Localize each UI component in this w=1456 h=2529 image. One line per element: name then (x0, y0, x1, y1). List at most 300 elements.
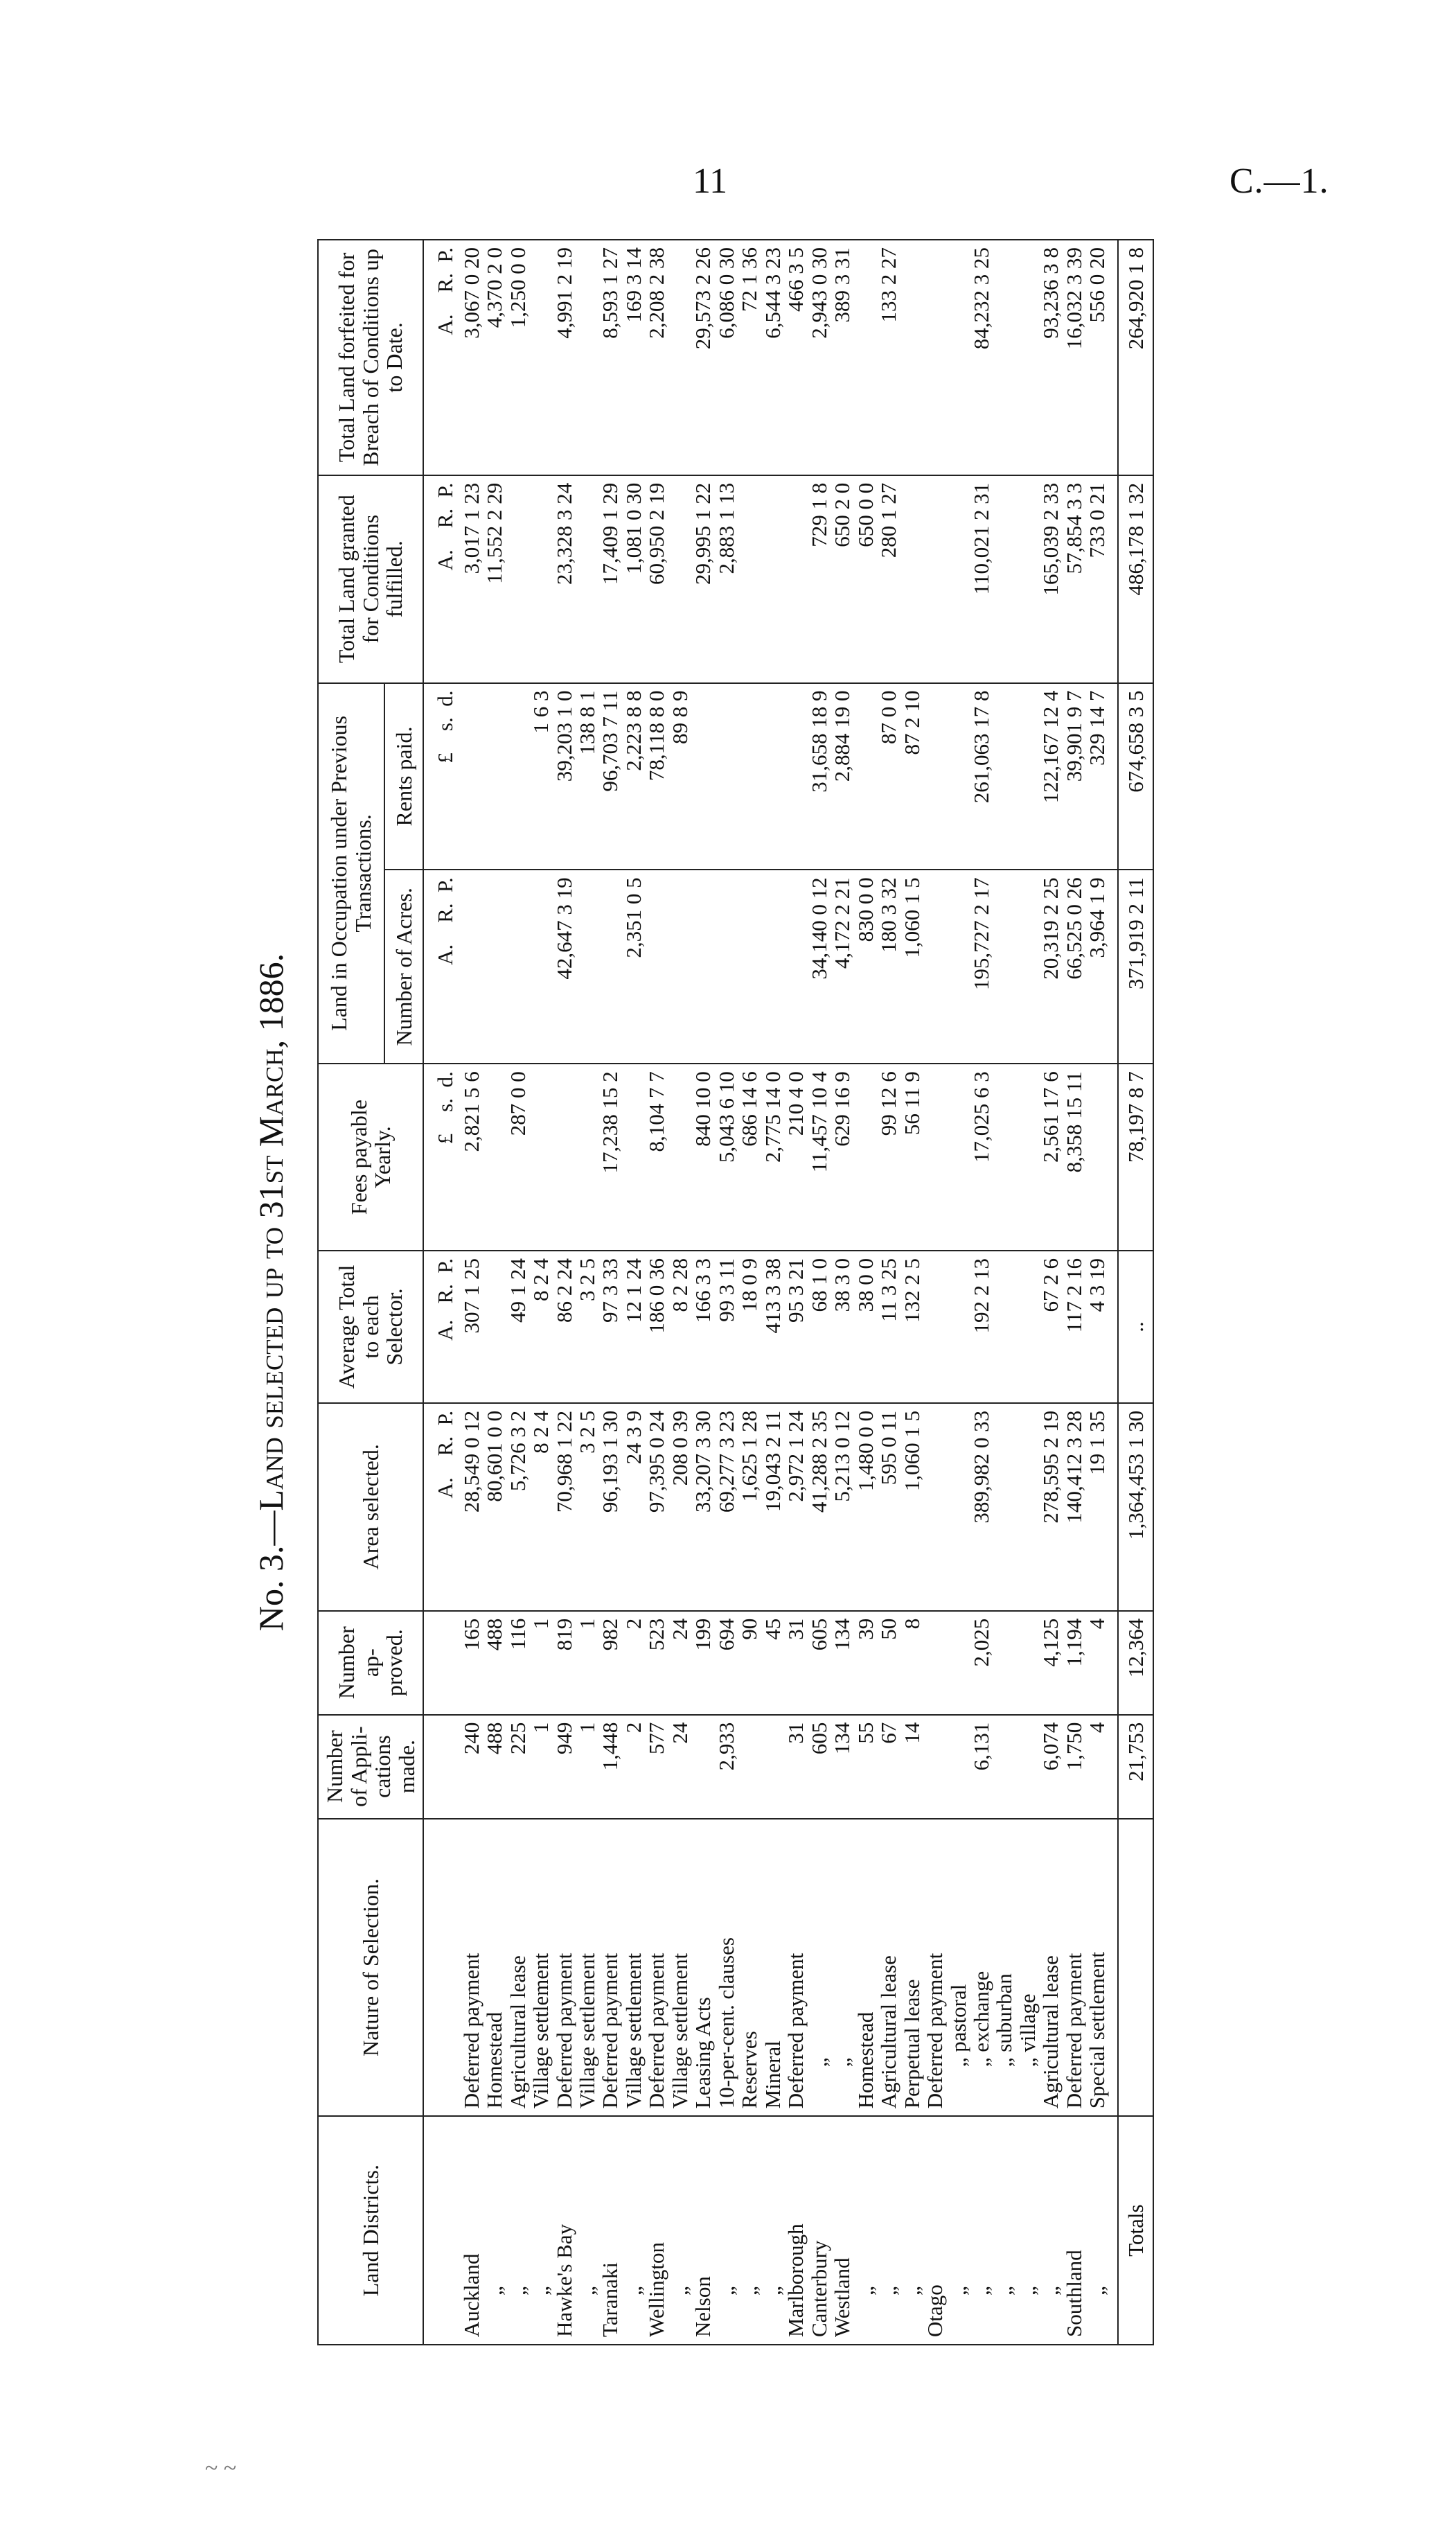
cell-approved: 523 (645, 1611, 668, 1715)
cell-average: 186 0 36 (645, 1251, 668, 1403)
cell-district: Taranaki (598, 2116, 621, 2345)
cell-fees (576, 1064, 598, 1251)
cell-applications (761, 1715, 784, 1819)
table-row (1016, 240, 1039, 2345)
cell-occupation-acres: 180 3 32 (877, 870, 900, 1064)
cell-nature: Mineral (761, 1819, 784, 2117)
header-occupation-rents: Rents paid. (384, 683, 423, 870)
table-row (831, 240, 853, 2345)
cell-area: 5,726 3 2 (506, 1403, 529, 1611)
cell-applications: 31 (784, 1715, 807, 1819)
cell-forfeited (900, 240, 923, 475)
cell-occupation-acres: 3,964 1 9 (1085, 870, 1117, 1064)
cell-area: 28,549 0 12 (460, 1403, 483, 1611)
cell-applications: 949 (553, 1715, 576, 1819)
cell-applications: 6,131 (970, 1715, 993, 1819)
cell-fees (993, 1064, 1015, 1251)
cell-nature: Homestead (483, 1819, 506, 2117)
cell-granted (576, 475, 598, 683)
cell-nature: Deferred payment (923, 1819, 946, 2117)
cell-nature: „ exchange (970, 1819, 993, 2117)
cell-forfeited: 2,943 0 30 (808, 240, 831, 475)
cell-area: 19,043 2 11 (761, 1403, 784, 1611)
totals-applications: 21,753 (1118, 1715, 1153, 1819)
units-granted: A. R. P. (423, 475, 459, 683)
cell-forfeited: 3,067 0 20 (460, 240, 483, 475)
cell-rents (738, 683, 761, 870)
cell-occupation-acres (668, 870, 691, 1064)
header-number-approved: Number ap- proved. (318, 1611, 423, 1715)
table-row (738, 240, 761, 2345)
cell-average: 38 0 0 (854, 1251, 877, 1403)
cell-granted (947, 475, 970, 683)
table-title (241, 239, 301, 2345)
cell-rents (761, 683, 784, 870)
cell-forfeited: 72 1 36 (738, 240, 761, 475)
cell-average: 413 3 38 (761, 1251, 784, 1403)
table-row (877, 240, 900, 2345)
cell-area: 2,972 1 24 (784, 1403, 807, 1611)
parliamentary-paper-reference: C.—1. (1229, 161, 1329, 201)
table-row (1063, 240, 1085, 2345)
cell-area: 19 1 35 (1085, 1403, 1117, 1611)
cell-average: 97 3 33 (598, 1251, 621, 1403)
totals-row (1118, 240, 1153, 2345)
land-selected-table (317, 239, 1154, 2345)
cell-rents (460, 683, 483, 870)
header-average-total: Average Total to each Selector. (318, 1251, 423, 1403)
cell-occupation-acres (598, 870, 621, 1064)
cell-average: 8 2 28 (668, 1251, 691, 1403)
table-row (483, 240, 506, 2345)
cell-district: Canterbury (808, 2116, 831, 2345)
cell-forfeited: 4,370 2 0 (483, 240, 506, 475)
cell-applications (691, 1715, 714, 1819)
totals-average: .. (1118, 1251, 1153, 1403)
header-area-selected: Area selected. (318, 1403, 423, 1611)
cell-approved: 4 (1085, 1611, 1117, 1715)
cell-rents (1016, 683, 1039, 870)
table-row (715, 240, 738, 2345)
cell-fees (1085, 1064, 1117, 1251)
cell-approved: 39 (854, 1611, 877, 1715)
cell-average: 49 1 24 (506, 1251, 529, 1403)
cell-area: 80,601 0 0 (483, 1403, 506, 1611)
cell-applications: 488 (483, 1715, 506, 1819)
cell-fees: 56 11 9 (900, 1064, 923, 1251)
cell-forfeited: 4,991 2 19 (553, 240, 576, 475)
cell-approved: 45 (761, 1611, 784, 1715)
cell-area: 1,060 1 5 (900, 1403, 923, 1611)
cell-forfeited (993, 240, 1015, 475)
cell-average: 307 1 25 (460, 1251, 483, 1403)
cell-district: „ (761, 2116, 784, 2345)
cell-area: 41,288 2 35 (808, 1403, 831, 1611)
cell-fees (529, 1064, 552, 1251)
cell-fees: 11,457 10 4 (808, 1064, 831, 1251)
cell-fees: 2,821 5 6 (460, 1064, 483, 1251)
cell-forfeited: 2,208 2 38 (645, 240, 668, 475)
table-row (854, 240, 877, 2345)
cell-occupation-acres (993, 870, 1015, 1064)
totals-forfeited: 264,920 1 8 (1118, 240, 1153, 475)
cell-fees (947, 1064, 970, 1251)
cell-approved: 199 (691, 1611, 714, 1715)
cell-applications: 605 (808, 1715, 831, 1819)
cell-fees (668, 1064, 691, 1251)
cell-district: „ (947, 2116, 970, 2345)
cell-applications: 240 (460, 1715, 483, 1819)
units-average: A. R. P. (423, 1251, 459, 1403)
cell-nature: „ suburban (993, 1819, 1015, 2117)
cell-district: Wellington (645, 2116, 668, 2345)
cell-district: „ (900, 2116, 923, 2345)
cell-district: „ (576, 2116, 598, 2345)
cell-nature: 10-per-cent. clauses (715, 1819, 738, 2117)
cell-approved: 819 (553, 1611, 576, 1715)
cell-nature: Agricultural lease (877, 1819, 900, 2117)
cell-forfeited (668, 240, 691, 475)
units-forfeited: A. R. P. (423, 240, 459, 475)
table-row (900, 240, 923, 2345)
header-occupation-acres: Number of Acres. (384, 870, 423, 1064)
cell-forfeited: 16,032 3 39 (1063, 240, 1085, 475)
cell-nature: Perpetual lease (900, 1819, 923, 2117)
cell-occupation-acres: 42,647 3 19 (553, 870, 576, 1064)
cell-fees: 840 10 0 (691, 1064, 714, 1251)
cell-granted (738, 475, 761, 683)
cell-occupation-acres (1016, 870, 1039, 1064)
cell-area: 69,277 3 23 (715, 1403, 738, 1611)
cell-forfeited: 84,232 3 25 (970, 240, 993, 475)
rotated-table-block (241, 239, 1232, 2345)
table-row (1039, 240, 1062, 2345)
cell-applications: 67 (877, 1715, 900, 1819)
cell-occupation-acres (645, 870, 668, 1064)
cell-granted (761, 475, 784, 683)
totals-approved: 12,364 (1118, 1611, 1153, 1715)
cell-occupation-acres: 1,060 1 5 (900, 870, 923, 1064)
cell-fees: 686 14 6 (738, 1064, 761, 1251)
cell-forfeited: 169 3 14 (622, 240, 645, 475)
cell-occupation-acres (784, 870, 807, 1064)
cell-rents (691, 683, 714, 870)
cell-granted: 165,039 2 33 (1039, 475, 1062, 683)
cell-average: 8 2 4 (529, 1251, 552, 1403)
cell-average: 18 0 9 (738, 1251, 761, 1403)
cell-occupation-acres (715, 870, 738, 1064)
cell-area (947, 1403, 970, 1611)
cell-average: 4 3 19 (1085, 1251, 1117, 1403)
cell-nature: Village settlement (668, 1819, 691, 2117)
cell-rents: 39,203 1 0 (553, 683, 576, 870)
cell-area: 97,395 0 24 (645, 1403, 668, 1611)
cell-district: „ (738, 2116, 761, 2345)
cell-nature: Deferred payment (553, 1819, 576, 2117)
cell-district: „ (1039, 2116, 1062, 2345)
cell-granted: 110,021 2 31 (970, 475, 993, 683)
table-row (506, 240, 529, 2345)
cell-approved (947, 1611, 970, 1715)
cell-rents: 78,118 8 0 (645, 683, 668, 870)
cell-applications: 1 (576, 1715, 598, 1819)
cell-applications: 6,074 (1039, 1715, 1062, 1819)
cell-occupation-acres (506, 870, 529, 1064)
header-fees-payable: Fees payable Yearly. (318, 1064, 423, 1251)
cell-average: 117 2 16 (1063, 1251, 1085, 1403)
cell-nature: Deferred payment (784, 1819, 807, 2117)
cell-approved: 1 (529, 1611, 552, 1715)
cell-granted: 650 0 0 (854, 475, 877, 683)
cell-rents: 138 8 1 (576, 683, 598, 870)
table-title-text: Land selected up to 31st March, 1886. (251, 953, 290, 1511)
cell-nature: „ (808, 1819, 831, 2117)
cell-rents: 87 0 0 (877, 683, 900, 870)
cell-granted (1016, 475, 1039, 683)
cell-applications: 2,933 (715, 1715, 738, 1819)
cell-approved: 1 (576, 1611, 598, 1715)
cell-rents: 96,703 7 11 (598, 683, 621, 870)
cell-fees: 17,025 6 3 (970, 1064, 993, 1251)
cell-forfeited (947, 240, 970, 475)
cell-area: 1,480 0 0 (854, 1403, 877, 1611)
cell-applications (993, 1715, 1015, 1819)
cell-applications: 2 (622, 1715, 645, 1819)
cell-approved: 134 (831, 1611, 853, 1715)
cell-district: „ (483, 2116, 506, 2345)
cell-occupation-acres: 830 0 0 (854, 870, 877, 1064)
table-row (808, 240, 831, 2345)
units-row (423, 240, 459, 2345)
cell-applications: 225 (506, 1715, 529, 1819)
table-row (784, 240, 807, 2345)
cell-rents (993, 683, 1015, 870)
totals-granted: 486,178 1 32 (1118, 475, 1153, 683)
cell-area: 389,982 0 33 (970, 1403, 993, 1611)
cell-granted: 60,950 2 19 (645, 475, 668, 683)
cell-forfeited: 6,086 0 30 (715, 240, 738, 475)
cell-nature: Special settlement (1085, 1819, 1117, 2117)
cell-occupation-acres (483, 870, 506, 1064)
cell-area (1016, 1403, 1039, 1611)
cell-approved: 982 (598, 1611, 621, 1715)
totals-area: 1,364,453 1 30 (1118, 1403, 1153, 1611)
cell-district: „ (715, 2116, 738, 2345)
cell-district: „ (970, 2116, 993, 2345)
cell-area: 33,207 3 30 (691, 1403, 714, 1611)
cell-district: Southland (1063, 2116, 1085, 2345)
cell-district: Nelson (691, 2116, 714, 2345)
cell-average: 166 3 3 (691, 1251, 714, 1403)
table-row (529, 240, 552, 2345)
header-applications-made: Number of Appli- cations made. (318, 1715, 423, 1819)
header-land-districts: Land Districts. (318, 2116, 423, 2345)
cell-area: 3 2 5 (576, 1403, 598, 1611)
cell-nature: Reserves (738, 1819, 761, 2117)
header-land-forfeited: Total Land forfeited for Breach of Conditions up to Date. (318, 240, 423, 475)
cell-granted: 3,017 1 23 (460, 475, 483, 683)
cell-occupation-acres (923, 870, 946, 1064)
cell-approved: 24 (668, 1611, 691, 1715)
cell-occupation-acres (529, 870, 552, 1064)
cell-area: 1,625 1 28 (738, 1403, 761, 1611)
cell-approved: 605 (808, 1611, 831, 1715)
cell-area: 96,193 1 30 (598, 1403, 621, 1611)
cell-forfeited: 466 3 5 (784, 240, 807, 475)
cell-rents (923, 683, 946, 870)
cell-approved: 2 (622, 1611, 645, 1715)
totals-fees: 78,197 8 7 (1118, 1064, 1153, 1251)
cell-forfeited: 6,544 3 23 (761, 240, 784, 475)
cell-nature: Village settlement (529, 1819, 552, 2117)
cell-fees (483, 1064, 506, 1251)
units-fees: £ s. d. (423, 1064, 459, 1251)
cell-forfeited (923, 240, 946, 475)
table-title-prefix: No. 3.— (251, 1510, 290, 1632)
cell-granted: 729 1 8 (808, 475, 831, 683)
table-row (553, 240, 576, 2345)
cell-rents (483, 683, 506, 870)
cell-forfeited (854, 240, 877, 475)
cell-applications: 1 (529, 1715, 552, 1819)
cell-approved: 2,025 (970, 1611, 993, 1715)
table-row (947, 240, 970, 2345)
cell-granted: 11,552 2 29 (483, 475, 506, 683)
cell-forfeited: 93,236 3 8 (1039, 240, 1062, 475)
cell-granted: 29,995 1 22 (691, 475, 714, 683)
cell-district: „ (668, 2116, 691, 2345)
cell-average: 68 1 0 (808, 1251, 831, 1403)
cell-area: 8 2 4 (529, 1403, 552, 1611)
units-area: A. R. P. (423, 1403, 459, 1611)
cell-area: 24 3 9 (622, 1403, 645, 1611)
cell-occupation-acres (738, 870, 761, 1064)
cell-granted (900, 475, 923, 683)
cell-average (923, 1251, 946, 1403)
cell-approved: 694 (715, 1611, 738, 1715)
cell-rents: 31,658 18 9 (808, 683, 831, 870)
cell-forfeited: 1,250 0 0 (506, 240, 529, 475)
cell-approved: 488 (483, 1611, 506, 1715)
cell-average (947, 1251, 970, 1403)
cell-district: Hawke's Bay (553, 2116, 576, 2345)
cell-granted (529, 475, 552, 683)
cell-rents: 261,063 17 8 (970, 683, 993, 870)
cell-nature: „ pastoral (947, 1819, 970, 2117)
cell-approved: 50 (877, 1611, 900, 1715)
cell-rents: 2,884 19 0 (831, 683, 853, 870)
cell-forfeited: 8,593 1 27 (598, 240, 621, 475)
cell-nature: Homestead (854, 1819, 877, 2117)
cell-occupation-acres (460, 870, 483, 1064)
cell-rents: 87 2 10 (900, 683, 923, 870)
cell-fees (854, 1064, 877, 1251)
cell-granted (506, 475, 529, 683)
cell-nature: Deferred payment (598, 1819, 621, 2117)
table-row (598, 240, 621, 2345)
cell-applications: 1,750 (1063, 1715, 1085, 1819)
cell-district: „ (1016, 2116, 1039, 2345)
cell-granted: 280 1 27 (877, 475, 900, 683)
cell-occupation-acres: 34,140 0 12 (808, 870, 831, 1064)
table-row (622, 240, 645, 2345)
cell-fees: 5,043 6 10 (715, 1064, 738, 1251)
cell-district: „ (1085, 2116, 1117, 2345)
cell-granted: 650 2 0 (831, 475, 853, 683)
page-number: 11 (693, 161, 728, 201)
cell-approved: 4,125 (1039, 1611, 1062, 1715)
table-row (923, 240, 946, 2345)
cell-rents (854, 683, 877, 870)
table-row (576, 240, 598, 2345)
cell-average: 132 2 5 (900, 1251, 923, 1403)
cell-average (993, 1251, 1015, 1403)
cell-fees: 99 12 6 (877, 1064, 900, 1251)
cell-nature: Village settlement (622, 1819, 645, 2117)
cell-occupation-acres (691, 870, 714, 1064)
cell-granted (784, 475, 807, 683)
cell-approved: 165 (460, 1611, 483, 1715)
cell-applications: 24 (668, 1715, 691, 1819)
cell-applications (1016, 1715, 1039, 1819)
totals-label: Totals (1118, 2116, 1153, 2345)
cell-fees (1016, 1064, 1039, 1251)
cell-average: 38 3 0 (831, 1251, 853, 1403)
cell-fees (553, 1064, 576, 1251)
cell-occupation-acres: 4,172 2 21 (831, 870, 853, 1064)
cell-nature: Deferred payment (460, 1819, 483, 2117)
table-row (668, 240, 691, 2345)
cell-district: „ (877, 2116, 900, 2345)
cell-fees: 210 4 0 (784, 1064, 807, 1251)
cell-applications: 134 (831, 1715, 853, 1819)
cell-average: 67 2 6 (1039, 1251, 1062, 1403)
cell-granted (993, 475, 1015, 683)
cell-rents: 122,167 12 4 (1039, 683, 1062, 870)
cell-district: Otago (923, 2116, 946, 2345)
cell-granted: 1,081 0 30 (622, 475, 645, 683)
table-row (993, 240, 1015, 2345)
cell-fees: 2,775 14 0 (761, 1064, 784, 1251)
cell-average (483, 1251, 506, 1403)
cell-approved (923, 1611, 946, 1715)
cell-average: 99 3 11 (715, 1251, 738, 1403)
cell-district: „ (854, 2116, 877, 2345)
header-nature-of-selection: Nature of Selection. (318, 1819, 423, 2117)
cell-area: 5,213 0 12 (831, 1403, 853, 1611)
cell-nature: Village settlement (576, 1819, 598, 2117)
cell-forfeited: 133 2 27 (877, 240, 900, 475)
cell-applications (947, 1715, 970, 1819)
cell-average (1016, 1251, 1039, 1403)
table-row (761, 240, 784, 2345)
cell-rents: 1 6 3 (529, 683, 552, 870)
cell-fees: 287 0 0 (506, 1064, 529, 1251)
cell-nature: Leasing Acts (691, 1819, 714, 2117)
cell-area (923, 1403, 946, 1611)
cell-district: „ (506, 2116, 529, 2345)
table-row (691, 240, 714, 2345)
cell-fees: 2,561 17 6 (1039, 1064, 1062, 1251)
cell-approved: 8 (900, 1611, 923, 1715)
cell-average: 95 3 21 (784, 1251, 807, 1403)
cell-applications (738, 1715, 761, 1819)
cell-occupation-acres: 195,727 2 17 (970, 870, 993, 1064)
cell-applications: 4 (1085, 1715, 1117, 1819)
totals-rents: 674,658 3 5 (1118, 683, 1153, 870)
cell-nature: Agricultural lease (1039, 1819, 1062, 2117)
cell-forfeited: 389 3 31 (831, 240, 853, 475)
